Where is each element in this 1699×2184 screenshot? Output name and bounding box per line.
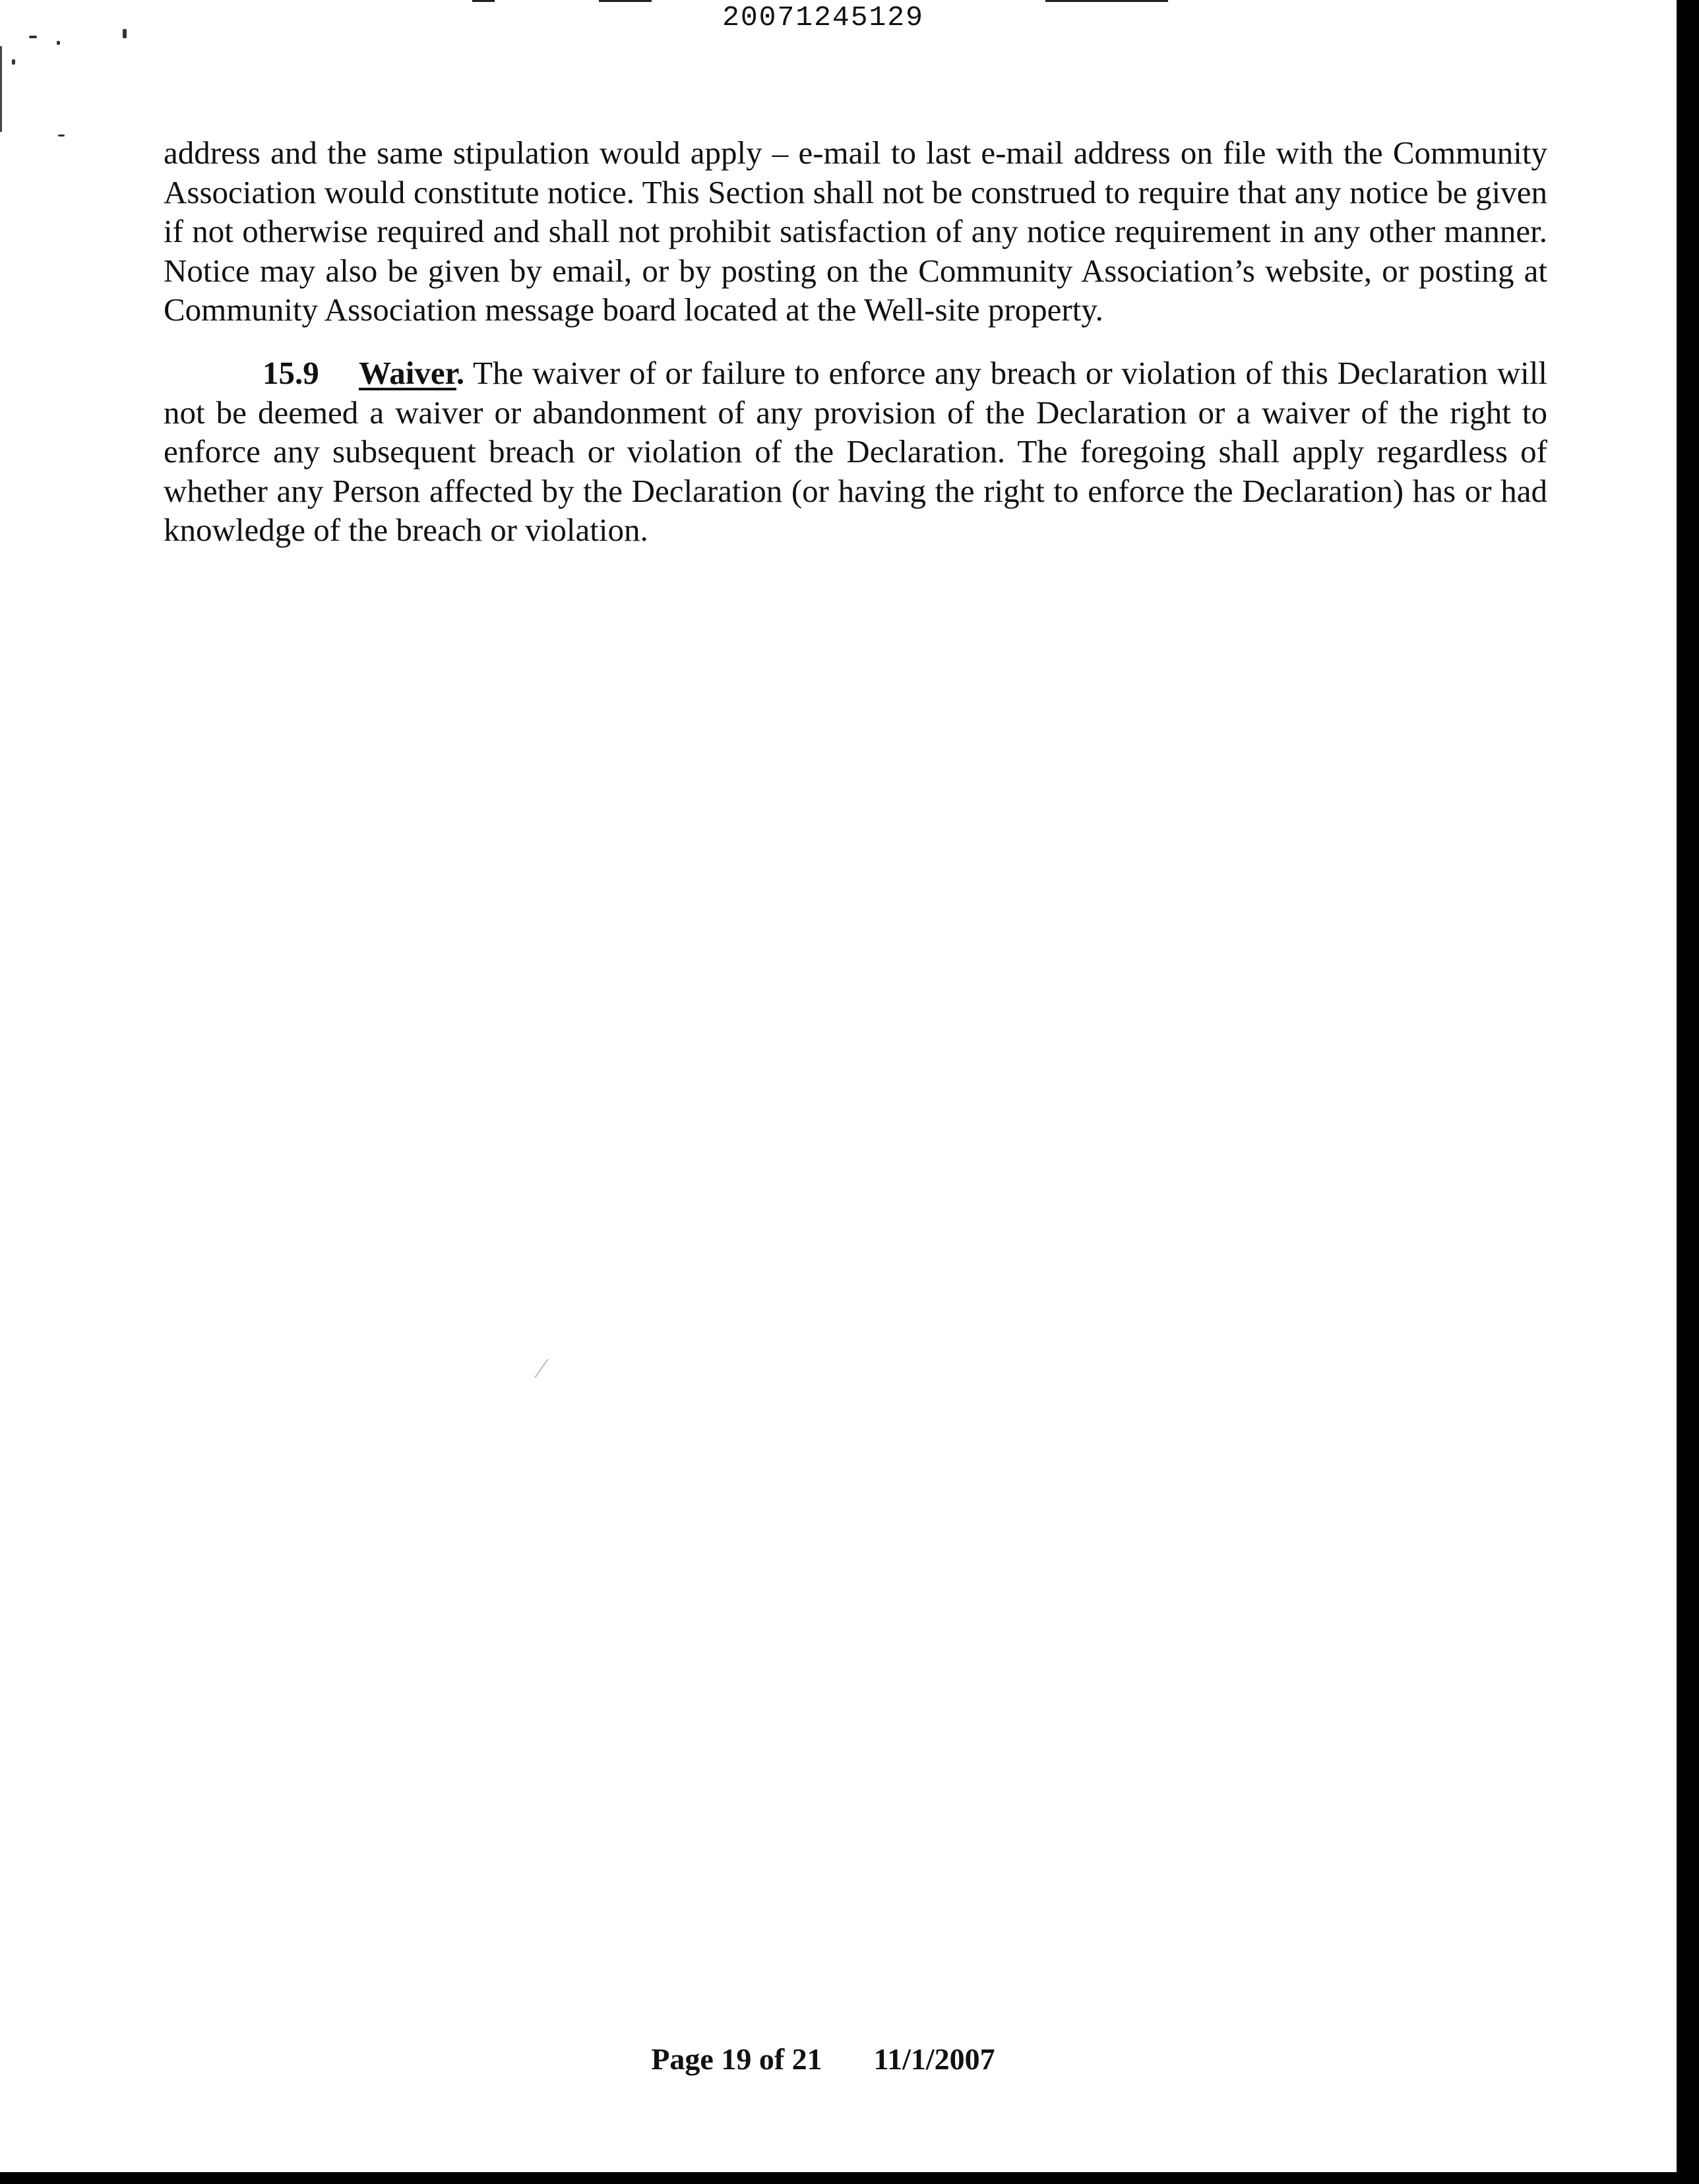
- section-title: Waiver: [359, 355, 456, 391]
- page-number: Page 19 of 21: [651, 2042, 822, 2076]
- page-footer: [0, 2042, 1646, 2077]
- section-title-punctuation: .: [456, 355, 465, 391]
- paragraph-notice-continuation: address and the same stipulation would apply – e-mail to last e-mail address on file with the Community Association would constitute notice. This Section shall not be construed to require that any notice be given if not otherwise required and shall not prohibit satisfaction of any notice requirement in any other manner. Notice may also be given by email, or by posting on the Community Association’s website, or posting at Community Association message board located at the Well-site property.: [164, 135, 1547, 328]
- section-number: 15.9: [263, 355, 319, 391]
- document-number: 20071245129: [722, 1, 924, 34]
- scan-artifact-speck: [58, 135, 65, 136]
- scan-border-bottom: [0, 2172, 1699, 2184]
- scan-artifact-stray-line: [534, 1359, 548, 1378]
- scan-artifact-left-tick: [0, 46, 2, 132]
- scan-artifact-speck: [12, 59, 15, 65]
- scan-border-right: [1677, 0, 1699, 2184]
- section-text: The waiver of or failure to enforce any breach or violation of this Declaration will not be deemed a waiver or abandonment of any provision of the Declaration or a waiver of the right to enforce any subsequent breach or violation of the Declaration. The foregoing shall apply regardless of whether any Person affected by the Declaration (or having the right to enforce the Declaration) has or had knowledge of the breach or violation.: [164, 355, 1547, 548]
- scan-artifact-speck: [57, 41, 60, 45]
- scan-artifact-speck: [29, 36, 37, 38]
- footer-date: 11/1/2007: [873, 2042, 995, 2076]
- section-waiver: [164, 353, 1547, 550]
